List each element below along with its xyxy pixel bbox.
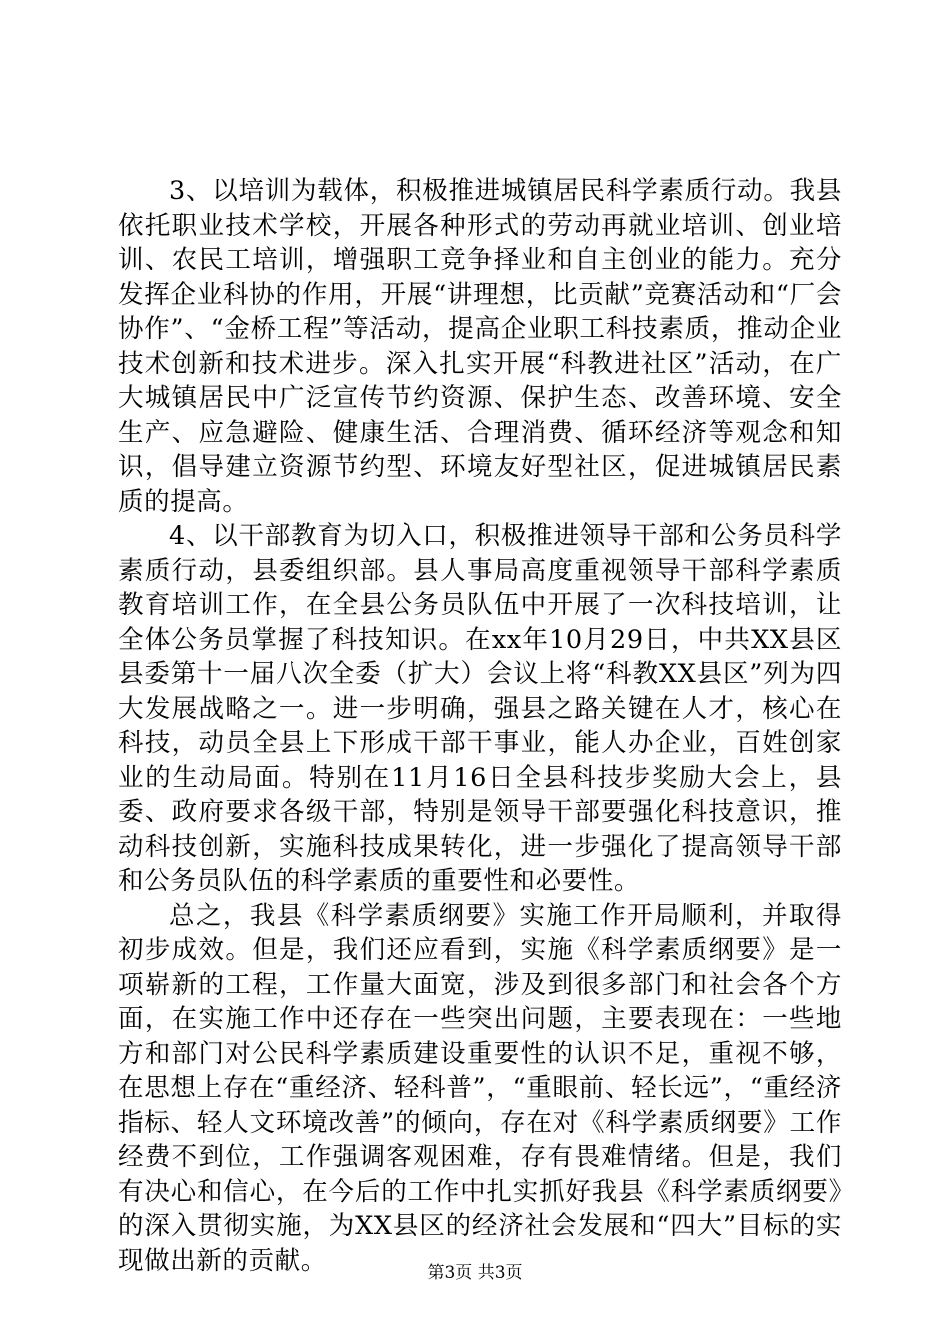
page-footer: 第3页 共3页: [427, 1263, 523, 1283]
paragraph-3: 总之，我县《科学素质纲要》实施工作开局顺利，并取得初步成效。但是，我们还应看到，实施《科学素质纲要》是一项崭新的工程，工作量大面宽，涉及到很多部门和社会各个方面，在实施工作中还存在一些突出问题，主要表现在：一些地方和部门对公民科学素质建设重要性的认识不足，重视不够，在思想上存在“重经济、轻科普”，“重眼前、轻长远”，“重经济指标、轻人文环境改善”的倾向，存在对《科学素质纲要》工作经费不到位，工作强调客观困难，存有畏难情绪。但是，我们有决心和信心，在今后的工作中扎实抓好我县《科学素质纲要》的深入贯彻实施，为XX县区的经济社会发展和“四大”目标的实现做出新的贡献。: [118, 900, 842, 1276]
paragraph-1: 3、以培训为载体，积极推进城镇居民科学素质行动。我县依托职业技术学校，开展各种形式的劳动再就业培训、创业培训、农民工培训，增强职工竞争择业和自主创业的能力。充分发挥企业科协的作用，开展“讲理想，比贡献”竞赛活动和“厂会协作”、“金桥工程”等活动，提高企业职工科技素质，推动企业技术创新和技术进步。深入扎实开展“科教进社区”活动，在广大城镇居民中广泛宣传节约资源、保护生态、改善环境、安全生产、应急避险、健康生活、合理消费、循环经济等观念和知识，倡导建立资源节约型、环境友好型社区，促进城镇居民素质的提高。: [118, 176, 842, 517]
document-body: [118, 174, 842, 1278]
paragraph-2: 4、以干部教育为切入口，积极推进领导干部和公务员科学素质行动，县委组织部。县人事局高度重视领导干部科学素质教育培训工作，在全县公务员队伍中开展了一次科技培训，让全体公务员掌握了科技知识。在xx年10月29日，中共XX县区县委第十一届八次全委（扩大）会议上将“科教XX县区”列为四大发展战略之一。进一步明确，强县之路关键在人才，核心在科技，动员全县上下形成干部干事业，能人办企业，百姓创家业的生动局面。特别在11月16日全县科技步奖励大会上，县委、政府要求各级干部，特别是领导干部要强化科技意识，推动科技创新，实施科技成果转化，进一步强化了提高领导干部和公务员队伍的科学素质的重要性和必要性。: [118, 521, 842, 896]
